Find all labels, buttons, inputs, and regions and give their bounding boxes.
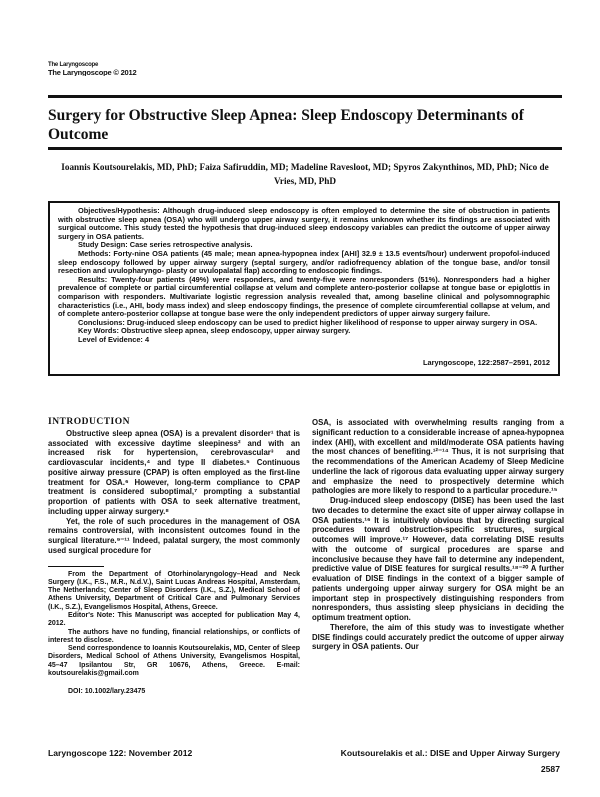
journal-logo [48, 62, 188, 76]
intro-paragraph-5: Therefore, the aim of this study was to investigate whether DISE findings could accurately predict the outcome of upper airway surgery in OSA patients. Our [312, 622, 564, 652]
abstract-results: Results: Twenty-four patients (49%) were responders, and twenty-five were nonresponders (51%). Nonresponders had a higher prevalence of complete or partial circumferential collapse at velum and complete antero-posterior collapse at tongue base or epiglottis in comparison with responders. Multivariate logistic regression analysis revealed that, among baseline clinical and polysomnographic characteristics (i.e., AHI, body mass index) and sleep endoscopy findings, the presence of complete circumferential collapse at velum, and of complete antero-posterior collapse at tongue base were the only independent predictors of upper airway surgery failure. [58, 274, 550, 319]
abstract-level-of-evidence: Level of Evidence: 4 [78, 334, 150, 344]
footnote-doi: DOI: 10.1002/lary.23475 [68, 688, 146, 696]
abstract-box [48, 201, 560, 376]
footnote-disclosure: The authors have no funding, financial relationships, or conflicts of interest to disclose. [48, 628, 300, 644]
page-number: 2587 [540, 764, 560, 774]
abstract-conclusions: Conclusions: Drug-induced sleep endoscopy can be used to predict higher likelihood of response to upper airway surgery in OSA. [78, 317, 538, 327]
title-rule [48, 147, 562, 150]
intro-paragraph-1: Obstructive sleep apnea (OSA) is a prevalent disorder¹ that is associated with excessive daytime sleepiness² and with an increased risk for hypertension, cerebrovascular³ and cardiovascular incidents,⁴ and type II diabetes.⁵ Continuous positive airway pressure (CPAP) is often employed as the first-line treatment for OSA.⁶ However, long-term compliance to CPAP treatment is considered suboptimal,⁷ prompting a substantial proportion of patients with OSA to seek alternative treatment, including upper airway surgery.⁸ [48, 428, 300, 516]
right-column [312, 418, 564, 652]
abstract-study-design: Study Design: Case series retrospective analysis. [78, 240, 253, 250]
top-rule [48, 95, 562, 98]
section-heading-introduction: INTRODUCTION [48, 417, 131, 427]
footnote-affiliation: From the Department of Otorhinolaryngology–Head and Neck Surgery (I.K., F.S., M.R., N.d.V.), Saint Lucas Andreas Hospital, Amsterdam, The Netherlands; Center of Sleep Disorders (I.K., S.Z.), Medical School of Athens University, Department of Critical Care and Pulmonary Services (I.K., S.Z.), Evangelismos Hospital, Athens, Greece. [48, 570, 300, 611]
intro-paragraph-3: OSA, is associated with overwhelming results ranging from a significant reduction to a considerable increase of apnea-hypopnea index (AHI), with excellent and mild/moderate OSA patients having the most chances of benefiting.¹²⁻¹⁴ Thus, it is not surprising that the recommendations of the American Academy of Sleep Medicine underline the lack of rigorous data evaluating upper airway surgery and emphasize the need to prospectively determine which pathologies are more likely to respond to a particular procedure.¹⁵ [312, 418, 564, 496]
journal-logo-line1: The Laryngoscope [48, 62, 99, 68]
abstract-key-words: Key Words: Obstructive sleep apnea, sleep endoscopy, upper airway surgery. [78, 326, 351, 336]
footnote-correspondence: Send correspondence to Ioannis Koutsourelakis, MD, Center of Sleep Disorders, Medical School of Athens University, Evangelismos Hospital, 45–47 Ipsilantou Str, GR 10676, Athens, Greece. E-mail: koutsourelakis@gmail.com [48, 645, 300, 678]
left-column [48, 418, 300, 697]
intro-paragraph-4: Drug-induced sleep endoscopy (DISE) has been used the last two decades to determine the exact site of upper airway collapse in OSA patients.¹⁶ It is intuitively obvious that by directing surgical procedures toward obstruction-specific structures, surgical outcomes will improve.¹⁷ However, data correlating DISE results with the outcome of surgical procedures are sparse and inconclusive because they have fail to determine any independent, predictive value of DISE features for surgical results.¹⁸⁻²⁰ A further evaluation of DISE findings in the context of a bigger sample of patients undergoing upper airway surgery for OSA might be an important step in prospectively distinguishing responders from nonresponders, thus assisting sleep physicians in deciding the optimum treatment option. [312, 496, 564, 622]
running-footer [330, 745, 560, 777]
author-list: Ioannis Koutsourelakis, MD, PhD; Faiza Safiruddin, MD; Madeline Ravesloot, MD; Spyros Zakynthinos, MD, PhD; Nico de Vries, MD, PhD [61, 162, 549, 186]
article-title: Surgery for Obstructive Sleep Apnea: Sleep Endoscopy Determinants of Outcome [48, 107, 524, 143]
abstract-objective: Objectives/Hypothesis: Although drug-induced sleep endoscopy is often employed to determine the site of obstruction in patients with obstructive sleep apnea (OSA) who will undergo upper airway surgery, it remains unknown whether its findings are associated with surgical outcome. This study tested the hypothesis that drug-induced sleep endoscopy variables can predict the outcome of upper airway surgery in OSA patients. [58, 206, 550, 241]
footer-journal-issue: Laryngoscope 122: November 2012 [48, 748, 193, 758]
intro-paragraph-2: Yet, the role of such procedures in the management of OSA remains controversial, with inconsistent outcomes found in the surgical literature.⁹⁻¹¹ Indeed, palatal surgery, the most commonly used surgical procedure for [48, 516, 300, 555]
footnote-rule [48, 566, 104, 567]
running-title: Koutsourelakis et al.: DISE and Upper Airway Surgery [340, 748, 560, 758]
footnote-editor-note: Editor's Note: This Manuscript was accepted for publication May 4, 2012. [48, 611, 300, 628]
footnotes [48, 571, 300, 697]
abstract-methods: Methods: Forty-nine OSA patients (45 male; mean apnea-hypopnea index [AHI] 32.9 ± 13.5 events/hour) underwent propofol-induced sleep endoscopy followed by upper airway surgery (septal surgery, and/or radiofrequency ablation of the tongue base, and/or tonsil resection and uvulopharyngo- plasty or uvulopalatal flap) according to endoscopic findings. [58, 248, 550, 276]
abstract-citation: Laryngoscope, 122:2587–2591, 2012 [423, 358, 550, 368]
journal-logo-line2: The Laryngoscope © 2012 [48, 69, 137, 76]
